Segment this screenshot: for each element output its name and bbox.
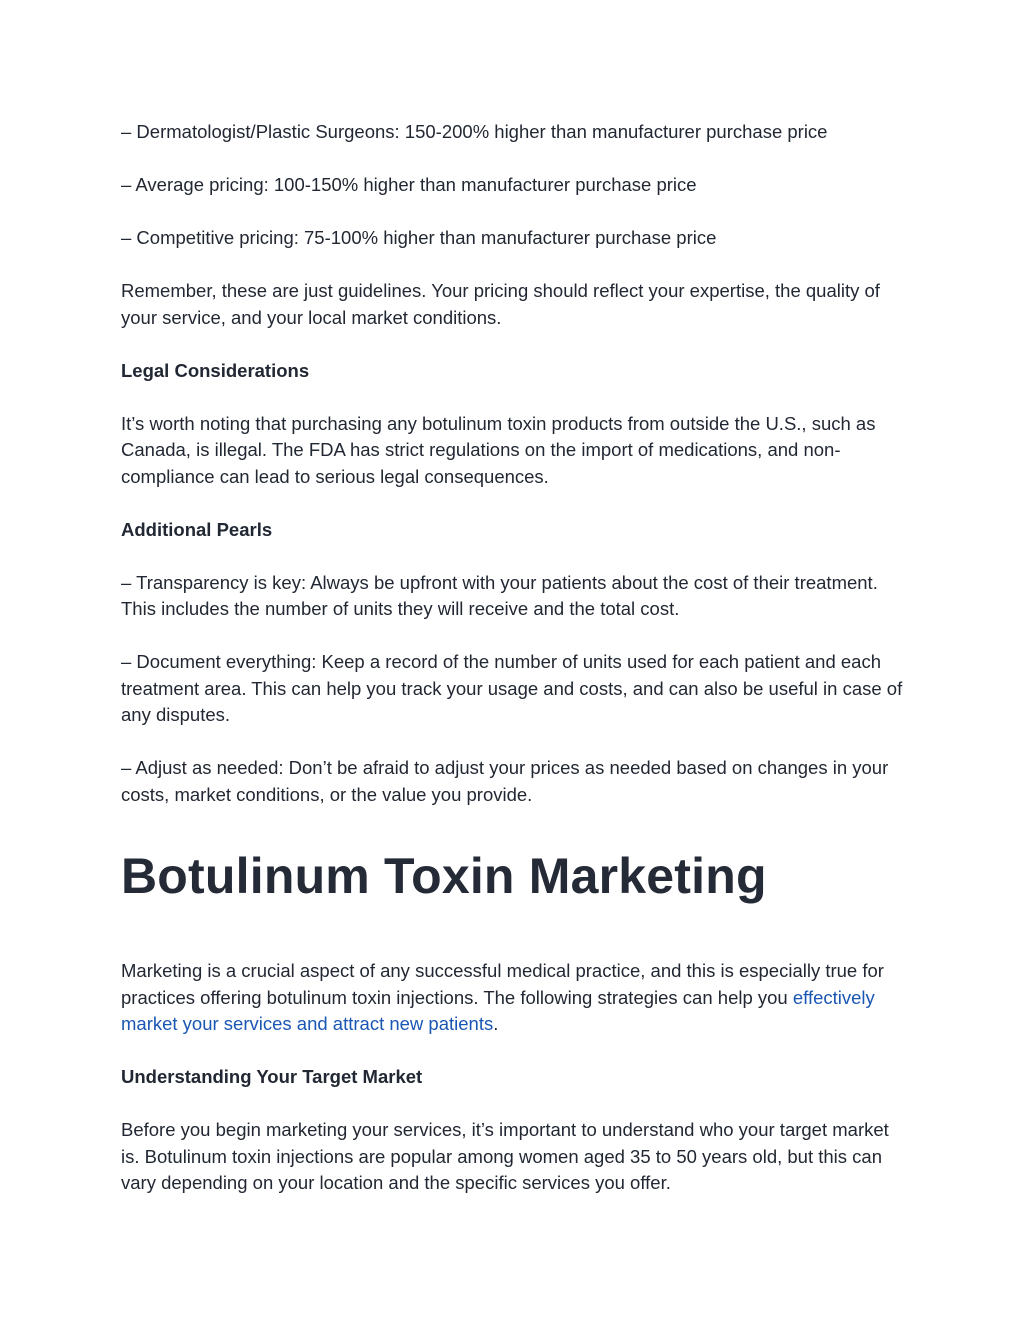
legal-heading: Legal Considerations [121, 359, 310, 381]
pricing-tier-competitive: – Competitive pricing: 75-100% higher than manufacturer purchase price [121, 227, 717, 248]
target-market-heading: Understanding Your Target Market [121, 1066, 423, 1087]
pearl-adjust: – Adjust as needed: Don’t be afraid to adjust your prices as needed based on changes in your costs, market conditions, or the value you provide. [121, 757, 889, 805]
document-page [121, 119, 911, 1197]
pricing-tier-dermatologist: – Dermatologist/Plastic Surgeons: 150-200% higher than manufacturer purchase price [121, 121, 828, 142]
target-market-paragraph: Before you begin marketing your services, it’s important to understand who your target market is. Botulinum toxin injections are popular among women aged 35 to 50 years old, but this can vary depending on your location and the specific services you offer. [121, 1119, 889, 1193]
marketing-title: Botulinum Toxin Marketing [121, 848, 767, 904]
pearl-transparency: – Transparency is key: Always be upfront with your patients about the cost of their treatment. This includes the number of units they will receive and the total cost. [121, 571, 878, 619]
marketing-intro-text: Marketing is a crucial aspect of any successful medical practice, and this is especially true for practices offering botulinum toxin injections. The following strategies can help you [121, 960, 884, 1008]
legal-paragraph: It’s worth noting that purchasing any botulinum toxin products from outside the U.S., such as Canada, is illegal. The FDA has strict regulations on the import of medications, and non-compliance can lead to serious legal consequences. [121, 412, 876, 487]
pearls-heading: Additional Pearls [121, 518, 273, 540]
pearl-document: – Document everything: Keep a record of the number of units used for each patient and each treatment area. This can help you track your usage and costs, and can also be useful in case of any disputes. [121, 651, 903, 725]
marketing-title-wrap [121, 846, 911, 906]
marketing-intro-end: . [493, 1013, 499, 1034]
marketing-link[interactable]: effectively market your services and attract new patients [121, 986, 875, 1034]
guidelines-paragraph: Remember, these are just guidelines. Your pricing should reflect your expertise, the quality of your service, and your local market conditions. [121, 280, 880, 328]
pricing-tier-average: – Average pricing: 100-150% higher than manufacturer purchase price [121, 174, 697, 195]
marketing-intro [121, 958, 911, 1038]
